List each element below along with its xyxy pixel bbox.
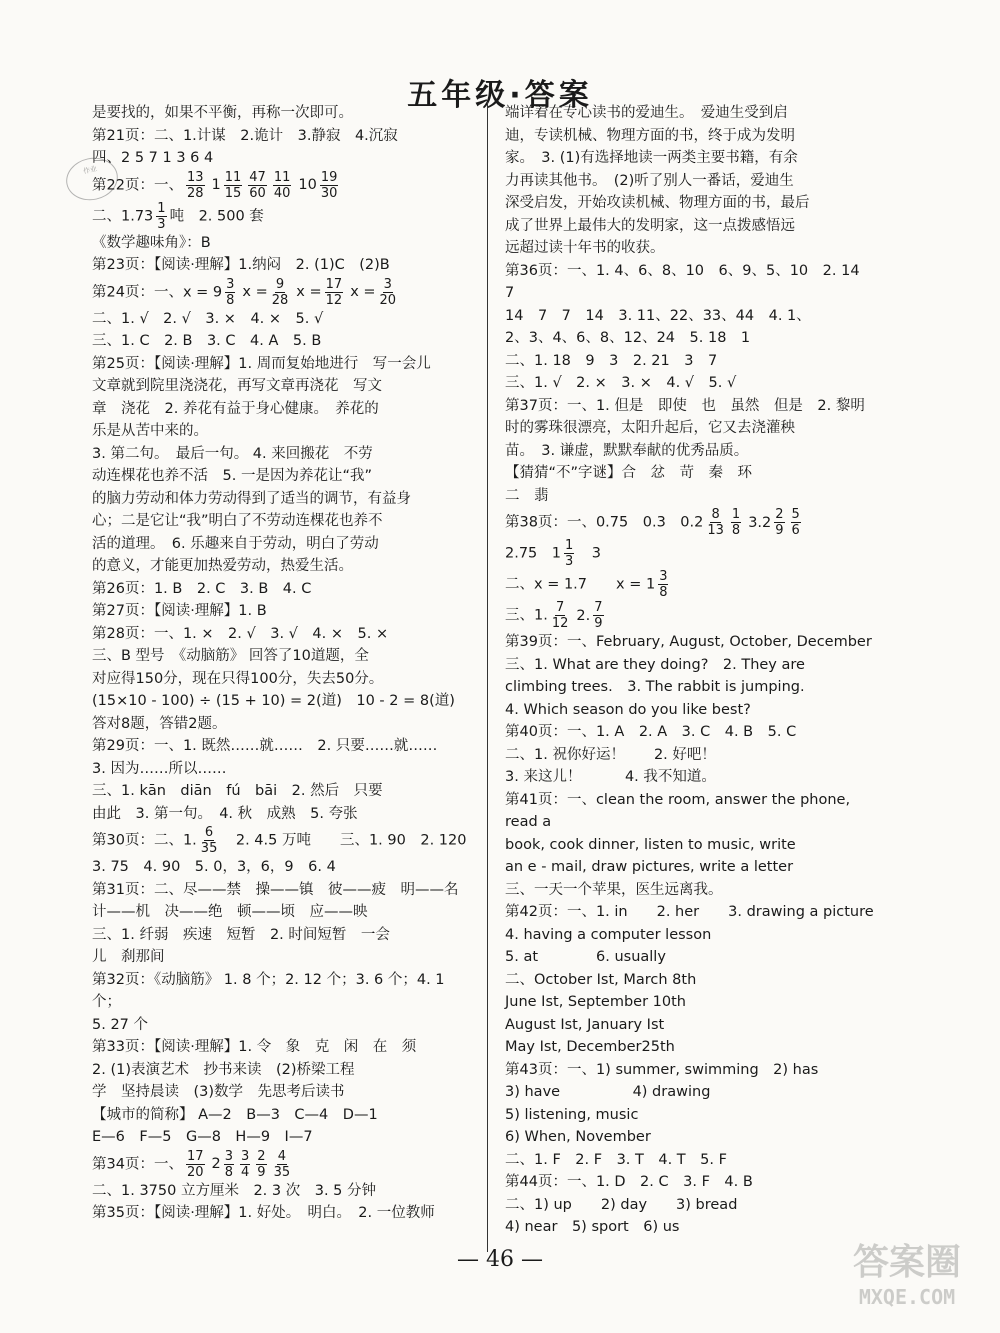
- answer-text: 5. at 6. usually: [505, 949, 666, 965]
- answer-line: [505, 1149, 880, 1172]
- answer-line: [92, 232, 474, 255]
- answer-line: [92, 277, 474, 308]
- answer-line: [505, 631, 880, 654]
- answer-text: 【城市的简称】 A—2 B—3 C—4 D—1: [92, 1106, 378, 1123]
- answer-line: [92, 443, 474, 466]
- answer-line: [505, 946, 880, 969]
- answer-line: [505, 372, 880, 395]
- fraction-numerator: 3: [383, 276, 392, 292]
- answer-text: 是要找的，如果不平衡，再称一次即可。: [92, 105, 353, 121]
- answer-line: [92, 1081, 474, 1104]
- answer-text: 第34页：一、: [92, 1156, 183, 1172]
- answer-line: [505, 834, 880, 857]
- answer-text: 深受启发，开始攻读机械、物理方面的书，最后: [505, 195, 810, 211]
- answer-line: [92, 924, 474, 947]
- site-watermark: [842, 1241, 972, 1321]
- fraction-denominator: 4: [241, 1164, 250, 1180]
- answer-text: 二、October Ist, March 8th: [505, 971, 697, 988]
- answer-line: [505, 789, 880, 834]
- fraction-denominator: 35: [273, 1164, 291, 1180]
- answer-line: [505, 1059, 880, 1082]
- answer-line: [92, 308, 474, 331]
- answer-text: 4. having a computer lesson: [505, 926, 712, 943]
- answer-text: 二、1. √ 2. √ 3. × 4. × 5. √: [92, 310, 324, 327]
- fraction-denominator: 28: [186, 185, 204, 201]
- mixed-number-whole: 2: [211, 1156, 221, 1172]
- answer-text: book, cook dinner, listen to music, write: [505, 836, 796, 853]
- fraction-denominator: 8: [659, 585, 668, 600]
- answer-text-after: 吨 2. 500 套: [169, 208, 264, 224]
- answer-text: 4. Which season do you like best?: [505, 701, 751, 718]
- answer-text: 二、1.73: [92, 208, 154, 224]
- answer-line: [505, 538, 880, 569]
- answer-line: [505, 485, 880, 508]
- fraction-numerator: 17: [186, 1148, 204, 1164]
- answer-text: 第31页：二、尽——禁 操——镇 彼——疲 明——名: [92, 881, 459, 898]
- answer-line: [505, 600, 880, 631]
- answer-line: [505, 699, 880, 722]
- answer-line: [92, 600, 474, 623]
- answer-line: [92, 353, 474, 376]
- answer-text: 第27页：【阅读·理解】1. B: [92, 603, 267, 619]
- fraction-numerator: 11: [224, 169, 242, 185]
- answer-line: [92, 713, 474, 736]
- answer-line: [92, 330, 474, 353]
- fraction-numerator: 8: [711, 507, 720, 522]
- answer-text: 第32页：《动脑筋》 1. 8 个；2. 12 个；3. 6 个；4. 1 个；: [92, 971, 450, 1010]
- fraction: [248, 170, 267, 201]
- fraction: [593, 600, 603, 631]
- answer-line: [92, 645, 474, 668]
- answer-text: 文章就到院里浇浇花，再写文章再浇花 写文: [92, 378, 382, 394]
- answer-line: [92, 856, 474, 879]
- fraction-denominator: 9: [775, 523, 784, 538]
- answer-line: [505, 1216, 880, 1239]
- answer-text: 苗。 3. 谦虚，默默奉献的优秀品质。: [505, 442, 749, 459]
- mixed-number-whole: 3.2: [748, 514, 772, 531]
- answer-text: 心；二是它让“我”明白了不劳动连棵花也养不: [92, 513, 383, 529]
- answer-line: [505, 901, 880, 924]
- answer-text: 3. 因为……所以……: [92, 760, 227, 777]
- fraction: [186, 170, 205, 201]
- answer-text: E—6 F—5 G—8 H—9 I—7: [92, 1129, 313, 1145]
- answer-text: an e - mail, draw pictures, write a letter: [505, 859, 794, 875]
- answer-text: 第38页：一、0.75 0.3 0.2: [505, 514, 704, 531]
- fraction-denominator: 15: [224, 185, 242, 201]
- answer-text: 成了世界上最伟大的发明家，这一点拨感悟远: [505, 217, 795, 234]
- answer-line: [92, 780, 474, 803]
- answer-line: [92, 1180, 474, 1203]
- answer-text: 第21页：二、1.计谋 2.诡计 3.静寂 4.沉寂: [92, 127, 398, 144]
- answer-line: [92, 1202, 474, 1225]
- answer-line: [505, 192, 880, 215]
- answer-text: 的意义，才能更加热爱劳动，热爱生活。: [92, 558, 353, 574]
- answer-line: [92, 555, 474, 578]
- answer-text: 2. (1)表演艺术 抄书来读 (2)桥梁工程: [92, 1061, 355, 1078]
- answer-line: [92, 375, 474, 398]
- fraction: [325, 277, 344, 308]
- answer-line: [505, 879, 880, 902]
- answer-text: 三、1. kān diān fú bāi 2. 然后 只要: [92, 783, 383, 799]
- fraction: [224, 170, 243, 201]
- answer-text: 二、1. F 2. F 3. T 4. T 5. F: [505, 1151, 727, 1168]
- answer-text: 第30页：二、1.: [92, 832, 197, 849]
- fraction: [564, 538, 574, 569]
- answer-text: 2、3、4、6、8、12、24 5. 18 1: [505, 330, 751, 346]
- answer-text: 3) have 4) drawing: [505, 1084, 711, 1100]
- answer-line: [505, 417, 880, 440]
- answer-line: [92, 901, 474, 924]
- fraction-denominator: 28: [271, 292, 289, 308]
- answer-text: 三、1.: [505, 607, 548, 624]
- answer-text: 3. 来这儿！ 4. 我不知道。: [505, 769, 716, 785]
- answer-line: [92, 1104, 474, 1127]
- answer-text: 答对8题，答错2题。: [92, 715, 227, 732]
- answer-line: [92, 465, 474, 488]
- answer-line: [92, 533, 474, 556]
- answer-text: 14 7 7 14 3. 11、22、33、44 4. 1、: [505, 307, 811, 324]
- answer-text: 第24页：一、x = 9: [92, 284, 223, 300]
- answer-text: 第36页：一、1. 4、6、8、10 6、9、5、10 2. 14 7: [505, 262, 875, 301]
- answer-line: [505, 125, 880, 148]
- mixed-number-whole: x =: [350, 284, 376, 300]
- answer-text: 三、B 型号 《动脑筋》 回答了10道题，全: [92, 648, 369, 664]
- answer-line: [92, 578, 474, 601]
- answer-text: 第35页：【阅读·理解】1. 好处。 明白。 2. 一位教师: [92, 1205, 435, 1221]
- answer-line: [92, 201, 474, 232]
- answer-line: [92, 488, 474, 511]
- fraction: [225, 277, 235, 308]
- answer-text: 章 浇花 2. 养花有益于身心健康。 养花的: [92, 400, 379, 417]
- fraction-denominator: 9: [594, 616, 603, 631]
- left-answer-column: [92, 102, 474, 1225]
- fraction-numerator: 7: [594, 600, 603, 615]
- fraction-denominator: 8: [731, 523, 741, 538]
- answer-line: [92, 668, 474, 691]
- right-answer-column: [505, 102, 880, 1239]
- fraction-numerator: 17: [325, 276, 343, 292]
- fraction-denominator: 35: [200, 841, 218, 856]
- fraction: [224, 1149, 234, 1180]
- answer-text: 第25页：【阅读·理解】1. 周而复始地进行 写一会儿: [92, 355, 431, 372]
- answer-line: [92, 803, 474, 826]
- answer-line: [505, 1081, 880, 1104]
- answer-text: August Ist, January Ist: [505, 1016, 665, 1033]
- answer-text: 第37页：一、1. 但是 即使 也 虽然 但是 2. 黎明: [505, 397, 865, 414]
- answer-text: 二、1. 祝你好运！ 2. 好吧！: [505, 746, 716, 763]
- fraction-numerator: 2: [775, 507, 784, 522]
- fraction-numerator: 19: [320, 169, 338, 185]
- answer-line: [505, 924, 880, 947]
- answer-line: [505, 766, 880, 789]
- answer-text: 第40页：一、1. A 2. A 3. C 4. B 5. C: [505, 724, 797, 740]
- fraction-denominator: 3: [157, 216, 166, 232]
- answer-text-after: 2. 4.5 万吨 三、1. 90 2. 120: [221, 832, 467, 849]
- fraction-numerator: 3: [226, 276, 235, 292]
- fraction-numerator: 3: [659, 569, 668, 584]
- answer-text: 三、1. √ 2. × 3. × 4. √ 5. √: [505, 375, 737, 391]
- answer-line: [92, 398, 474, 421]
- fraction-denominator: 12: [325, 292, 343, 308]
- fraction: [273, 1149, 292, 1180]
- answer-text: 三、1. What are they doing? 2. They are: [505, 656, 805, 673]
- answer-line: [505, 1171, 880, 1194]
- fraction-numerator: 1: [157, 200, 166, 216]
- fraction: [320, 170, 339, 201]
- answer-line: [505, 1014, 880, 1037]
- answer-line: [92, 254, 474, 277]
- answer-text: 4) near 5) sport 6) us: [505, 1219, 680, 1235]
- answer-text: 由此 3. 第一句。 4. 秋 成熟 5. 夸张: [92, 805, 358, 822]
- answer-text: 第43页：一、1) summer, swimming 2) has: [505, 1061, 819, 1078]
- answer-line: [505, 744, 880, 767]
- answer-text: 活的道理。 6. 乐趣来自于劳动，明白了劳动: [92, 535, 379, 552]
- fraction-numerator: 4: [277, 1148, 286, 1164]
- fraction-denominator: 13: [707, 523, 724, 538]
- answer-line: [92, 946, 474, 969]
- fraction: [658, 569, 668, 600]
- answer-text: 第42页：一、1. in 2. her 3. drawing a picture: [505, 904, 874, 920]
- answer-line: [505, 147, 880, 170]
- fraction-denominator: 60: [249, 185, 266, 201]
- fraction: [240, 1149, 250, 1180]
- answer-text: 计——机 决——绝 顿——顷 应——映: [92, 904, 368, 920]
- fraction: [791, 507, 801, 538]
- answer-text: 第23页：【阅读·理解】1.纳闷 2. (1)C (2)B: [92, 257, 390, 273]
- answer-text: 3. 第二句。 最后一句。 4. 来回搬花 不劳: [92, 445, 373, 462]
- answer-line: [505, 721, 880, 744]
- fraction-numerator: 1: [565, 538, 574, 553]
- fraction-denominator: 9: [257, 1164, 266, 1180]
- answer-text: June Ist, September 10th: [505, 994, 687, 1010]
- answer-text: 第41页：一、clean the room, answer the phone, read a: [505, 791, 855, 830]
- fraction-numerator: 6: [204, 825, 214, 840]
- answer-line: [505, 1104, 880, 1127]
- page-title: 五年级·答案: [407, 78, 593, 113]
- answer-line: [505, 350, 880, 373]
- fraction-numerator: 3: [224, 1148, 234, 1164]
- fraction-numerator: 7: [555, 600, 565, 615]
- answer-text: 对应得150分，现在只得100分，失去50分。: [92, 670, 384, 687]
- answer-line: [505, 1194, 880, 1217]
- answer-text-after: 3: [577, 545, 602, 562]
- answer-line: [505, 327, 880, 350]
- fraction-denominator: 12: [551, 616, 569, 631]
- answer-text: 三、1. 纤弱 疾速 短暂 2. 时间短暂 一会: [92, 926, 390, 943]
- mixed-number-whole: 2.: [576, 607, 591, 624]
- fraction-denominator: 40: [273, 185, 291, 201]
- answer-text: 四、2 5 7 1 3 6 4: [92, 150, 214, 166]
- answer-line: [505, 237, 880, 260]
- answer-text: 学 坚持晨读 (3)数学 先思考后读书: [92, 1084, 345, 1100]
- answer-line: [92, 170, 474, 201]
- answer-line: [92, 758, 474, 781]
- answer-text: 第26页：1. B 2. C 3. B 4. C: [92, 580, 312, 597]
- fraction: [186, 1149, 205, 1180]
- fraction: [156, 201, 166, 232]
- answer-line: [92, 735, 474, 758]
- answer-text: 3. 75 4. 90 5. 0，3，6，9 6. 4: [92, 859, 336, 875]
- fraction: [273, 170, 292, 201]
- answer-line: [92, 879, 474, 902]
- answer-text: 家。 3. (1)有选择地读一两类主要书籍，有余: [505, 150, 798, 166]
- column-divider: [487, 102, 488, 1252]
- fraction-denominator: 6: [791, 523, 800, 538]
- page-number: — 46 —: [457, 1247, 543, 1272]
- answer-text: 【猜猜“不”字谜】合 忿 苛 秦 环: [505, 465, 753, 481]
- answer-text: (15×10 - 100) ÷ (15 + 10) = 2(道) 10 - 2 = 8(道): [92, 693, 455, 709]
- mixed-number-whole: 1: [211, 177, 221, 193]
- fraction-numerator: 2: [257, 1148, 266, 1164]
- fraction-numerator: 11: [273, 169, 291, 185]
- answer-text: 《数学趣味角》：B: [92, 234, 211, 251]
- fraction: [731, 507, 741, 538]
- answer-line: [92, 690, 474, 713]
- answer-text: 二 翡: [505, 487, 549, 504]
- answer-text: 力再读其他书。 (2)听了别人一番话，爱迪生: [505, 172, 794, 189]
- answer-text: 三、一天一个苹果，医生远离我。: [505, 881, 723, 898]
- answer-line: [92, 969, 474, 1014]
- answer-line: [505, 1126, 880, 1149]
- answer-text: 端详着在专心读书的爱迪生。 爱迪生受到启: [505, 105, 788, 121]
- fraction: [551, 600, 570, 631]
- answer-text: 6) When, November: [505, 1129, 651, 1145]
- answer-text: 乐是从苦中来的。: [92, 423, 208, 439]
- answer-text: 时的雾珠很漂亮，太阳升起后，它又去浇灌秧: [505, 420, 795, 436]
- mixed-number-whole: x =: [242, 284, 268, 300]
- answer-line: [505, 569, 880, 600]
- answer-line: [505, 969, 880, 992]
- watermark-logo-text: 答案圈: [852, 1242, 961, 1283]
- answer-line: [505, 507, 880, 538]
- answer-text: 第29页：一、1. 既然……就…… 2. 只要……就……: [92, 738, 438, 754]
- answer-line: [505, 654, 880, 677]
- answer-line: [92, 825, 474, 856]
- answer-line: [92, 1149, 474, 1180]
- mixed-number-whole: 10: [298, 177, 317, 193]
- answer-text: 第39页：一、February, August, October, December: [505, 634, 872, 650]
- answer-line: [505, 395, 880, 418]
- fraction-numerator: 13: [186, 169, 204, 185]
- answer-text: 5) listening, music: [505, 1106, 639, 1123]
- fraction: [256, 1149, 266, 1180]
- fraction-numerator: 47: [249, 169, 266, 185]
- fraction: [379, 277, 398, 308]
- answer-line: [505, 215, 880, 238]
- fraction-numerator: 1: [731, 507, 741, 522]
- answer-text: 第44页：一、1. D 2. C 3. F 4. B: [505, 1174, 753, 1190]
- answer-text: 二、1. 18 9 3 2. 21 3 7: [505, 352, 718, 369]
- fraction-denominator: 3: [565, 554, 574, 569]
- answer-line: [92, 1059, 474, 1082]
- answer-text: 迪，专读机械、物理方面的书，终于成为发明: [505, 127, 795, 144]
- answer-line: [505, 305, 880, 328]
- answer-line: [92, 147, 474, 170]
- fraction-denominator: 20: [379, 292, 397, 308]
- answer-line: [92, 125, 474, 148]
- answer-line: [505, 440, 880, 463]
- answer-text: May Ist, December25th: [505, 1039, 675, 1055]
- fraction: [200, 825, 219, 856]
- answer-line: [505, 260, 880, 305]
- answer-stamp: 作业: [62, 153, 122, 205]
- watermark-url: MXQE.COM: [858, 1285, 956, 1309]
- answer-line: [505, 102, 880, 125]
- answer-text: 动连棵花也养不活 5. 一是因为养花让“我”: [92, 468, 372, 484]
- answer-line: [505, 676, 880, 699]
- fraction-denominator: 8: [226, 292, 235, 308]
- fraction-denominator: 30: [320, 185, 338, 201]
- fraction-numerator: 9: [275, 276, 285, 292]
- answer-line: [92, 623, 474, 646]
- answer-line: [505, 856, 880, 879]
- answer-line: [92, 510, 474, 533]
- mixed-number-whole: x =: [296, 284, 322, 300]
- answer-line: [92, 102, 474, 125]
- fraction: [774, 507, 784, 538]
- fraction-denominator: 20: [186, 1164, 204, 1180]
- answer-line: [92, 1014, 474, 1037]
- fraction: [706, 507, 725, 538]
- fraction: [271, 277, 290, 308]
- answer-line: [505, 1036, 880, 1059]
- answer-text: climbing trees. 3. The rabbit is jumping.: [505, 679, 805, 695]
- answer-text: 第22页：一、: [92, 177, 183, 193]
- answer-text: 二、x = 1.7 x = 1: [505, 576, 656, 593]
- fraction-numerator: 5: [791, 507, 800, 522]
- answer-text: 二、1. 3750 立方厘米 2. 3 次 3. 5 分钟: [92, 1182, 377, 1199]
- answer-text: 2.75 1: [505, 545, 562, 562]
- fraction-numerator: 3: [241, 1148, 250, 1164]
- answer-text: 的脑力劳动和体力劳动得到了适当的调节，有益身: [92, 490, 411, 507]
- answer-line: [505, 991, 880, 1014]
- answer-line: [505, 170, 880, 193]
- answer-text: 第28页：一、1. × 2. √ 3. √ 4. × 5. ×: [92, 625, 389, 642]
- answer-text: 三、1. C 2. B 3. C 4. A 5. B: [92, 333, 322, 349]
- answer-text: 5. 27 个: [92, 1016, 149, 1033]
- answer-text: 儿 刹那间: [92, 949, 165, 965]
- answer-line: [92, 1126, 474, 1149]
- fraction-denominator: 8: [224, 1164, 234, 1180]
- answer-text: 二、1) up 2) day 3) bread: [505, 1196, 738, 1213]
- answer-line: [92, 420, 474, 443]
- answer-line: [505, 462, 880, 485]
- answer-line: [92, 1036, 474, 1059]
- answer-text: 远超过读十年书的收获。: [505, 240, 665, 256]
- answer-text: 第33页：【阅读·理解】1. 令 象 克 闲 在 须: [92, 1039, 417, 1055]
